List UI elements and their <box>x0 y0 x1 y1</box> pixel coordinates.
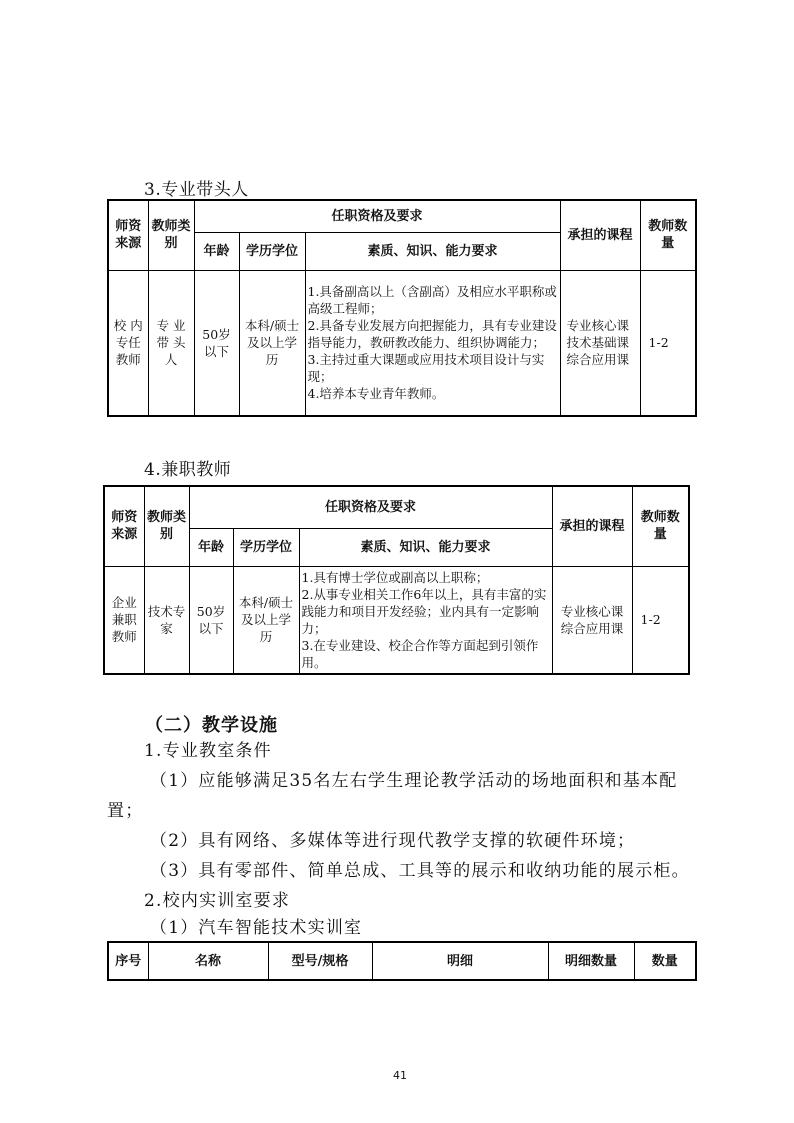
parttime-table <box>103 485 690 675</box>
header-category: 教师类别 <box>144 486 189 566</box>
classroom-subheading: 1.专业教室条件 <box>144 741 272 761</box>
cell-courses <box>560 270 640 416</box>
header-category: 教师类别 <box>148 200 194 270</box>
header-qualification: 任职资格及要求 <box>194 200 560 232</box>
header-quality: 素质、知识、能力要求 <box>305 232 560 270</box>
requirement-item: 4.培养本专业青年教师。 <box>307 386 445 402</box>
header-source: 师资来源 <box>104 486 144 566</box>
header-courses: 承担的课程 <box>552 486 632 566</box>
cell-education: 本科/硕士及以上学历 <box>239 270 305 416</box>
header-qty: 数量 <box>634 942 696 980</box>
page-number: 41 <box>393 1069 407 1082</box>
cell-education: 本科/硕士及以上学历 <box>233 566 299 674</box>
course-item: 专业核心课 <box>566 318 630 334</box>
requirement-item: 2.具备专业发展方向把握能力，具有专业建设指导能力，教研教改能力、组织协调能力； <box>307 318 557 351</box>
cell-count: 1-2 <box>632 566 689 674</box>
section-heading-4: 4.兼职教师 <box>144 460 232 480</box>
cell-category: 专 业 带 头 人 <box>148 270 194 416</box>
section-heading-3: 3.专业带头人 <box>144 180 249 200</box>
header-courses: 承担的课程 <box>560 200 640 270</box>
leader-table <box>107 199 697 417</box>
header-age: 年龄 <box>189 528 233 566</box>
cell-source: 企业兼职教师 <box>104 566 144 674</box>
header-count: 教师数量 <box>640 200 696 270</box>
course-item: 技术基础课 <box>566 335 630 351</box>
requirement-paragraph: 置； <box>107 801 144 821</box>
header-count: 教师数量 <box>632 486 689 566</box>
header-index: 序号 <box>108 942 148 980</box>
header-age: 年龄 <box>194 232 239 270</box>
header-education: 学历学位 <box>233 528 299 566</box>
cell-courses <box>552 566 632 674</box>
requirement-item: 1.具有博士学位或副高以上职称； <box>301 569 489 585</box>
cell-age: 50岁以下 <box>189 566 233 674</box>
requirement-item: 1.具备副高以上（含副高）及相应水平职称或高级工程师； <box>307 284 557 317</box>
facilities-heading: （二）教学设施 <box>145 715 278 736</box>
training-room-subheading: 2.校内实训室要求 <box>144 891 291 911</box>
course-item: 专业核心课 <box>560 603 624 619</box>
cell-age: 50岁以下 <box>194 270 239 416</box>
equipment-table <box>107 941 697 981</box>
training-room-title: （1）汽车智能技术实训室 <box>150 918 363 938</box>
header-detail: 明细 <box>372 942 548 980</box>
header-name: 名称 <box>148 942 268 980</box>
requirement-item: 3.在专业建设、校企合作等方面起到引领作用。 <box>301 637 539 670</box>
cell-category: 技术专家 <box>144 566 189 674</box>
header-quality: 素质、知识、能力要求 <box>299 528 552 566</box>
cell-requirements <box>299 566 552 674</box>
cell-requirements <box>305 270 560 416</box>
requirement-item: 3.主持过重大课题或应用技术项目设计与实现； <box>307 352 545 385</box>
course-item: 综合应用课 <box>560 620 624 636</box>
requirement-paragraph: （2）具有网络、多媒体等进行现代教学支撑的软硬件环境； <box>150 831 636 851</box>
header-source: 师资来源 <box>108 200 148 270</box>
cell-source: 校 内 专任 教师 <box>108 270 148 416</box>
cell-count: 1-2 <box>640 270 696 416</box>
header-qualification: 任职资格及要求 <box>189 486 552 528</box>
header-model: 型号/规格 <box>268 942 372 980</box>
requirement-paragraph: （1）应能够满足35名左右学生理论教学活动的场地面积和基本配 <box>150 771 678 791</box>
header-education: 学历学位 <box>239 232 305 270</box>
course-item: 综合应用课 <box>566 352 630 368</box>
requirement-paragraph: （3）具有零部件、简单总成、工具等的展示和收纳功能的展示柜。 <box>150 861 690 881</box>
header-detail-qty: 明细数量 <box>548 942 634 980</box>
requirement-item: 2.从事专业相关工作6年以上，具有丰富的实践能力和项目开发经验；业内具有一定影响力； <box>301 586 547 636</box>
